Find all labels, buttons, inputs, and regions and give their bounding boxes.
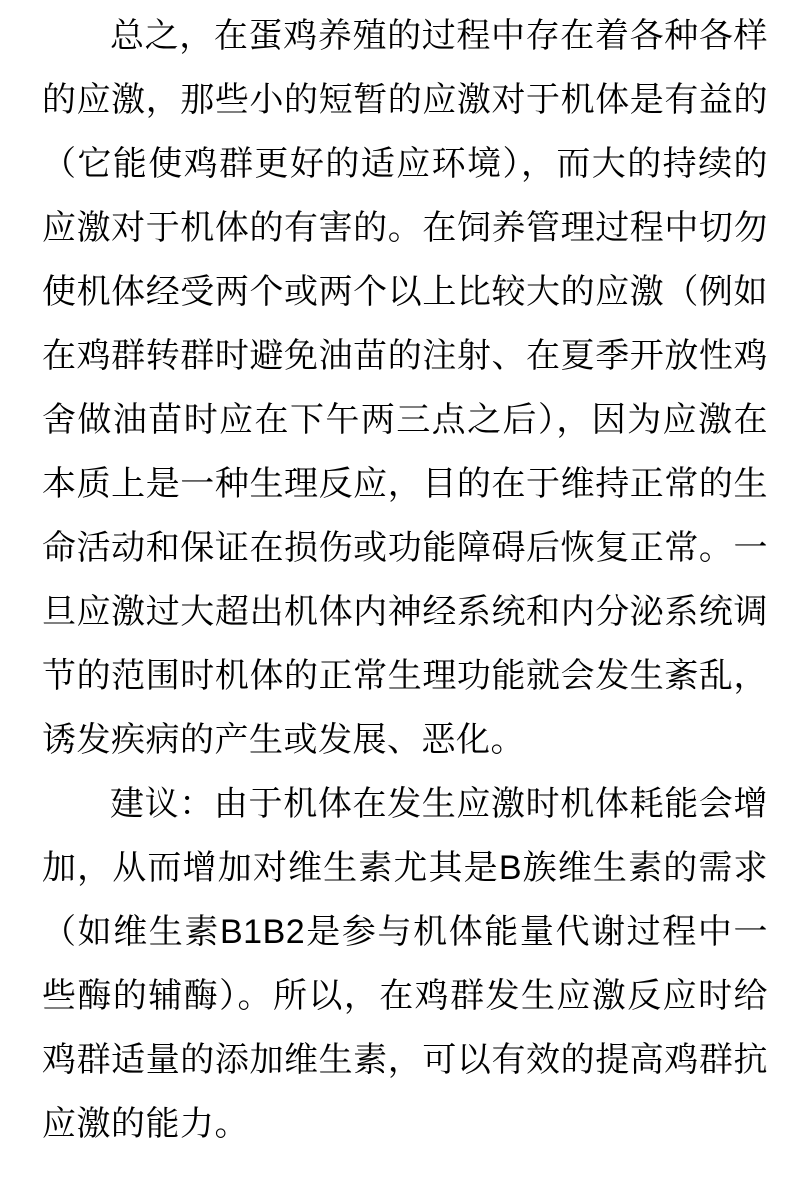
paragraph-summary: 总之，在蛋鸡养殖的过程中存在着各种各样的应激，那些小的短暂的应激对于机体是有益的（它能使鸡群更好的适应环境），而大的持续的应激对于机体的有害的。在饲养管理过程中切勿使机体经受两个或两个以上比较大的应激（例如在鸡群转群时避免油苗的注射、在夏季开放性鸡舍做油苗时应在下午两三点之后），因为应激在本质上是一种生理反应，目的在于维持正常的生命活动和保证在损伤或功能障碍后恢复正常。一旦应激过大超出机体内神经系统和内分泌系统调节的范围时机体的正常生理功能就会发生紊乱，诱发疾病的产生或发展、恶化。 <box>42 17 768 759</box>
paragraph-suggestion: 建议：由于机体在发生应激时机体耗能会增加，从而增加对维生素尤其是B族维生素的需求（如维生素B1B2是参与机体能量代谢过程中一些酶的辅酶）。所以，在鸡群发生应激反应时给鸡群适量的添加维生素，可以有效的提高鸡群抗应激的能力。 <box>42 785 768 1143</box>
